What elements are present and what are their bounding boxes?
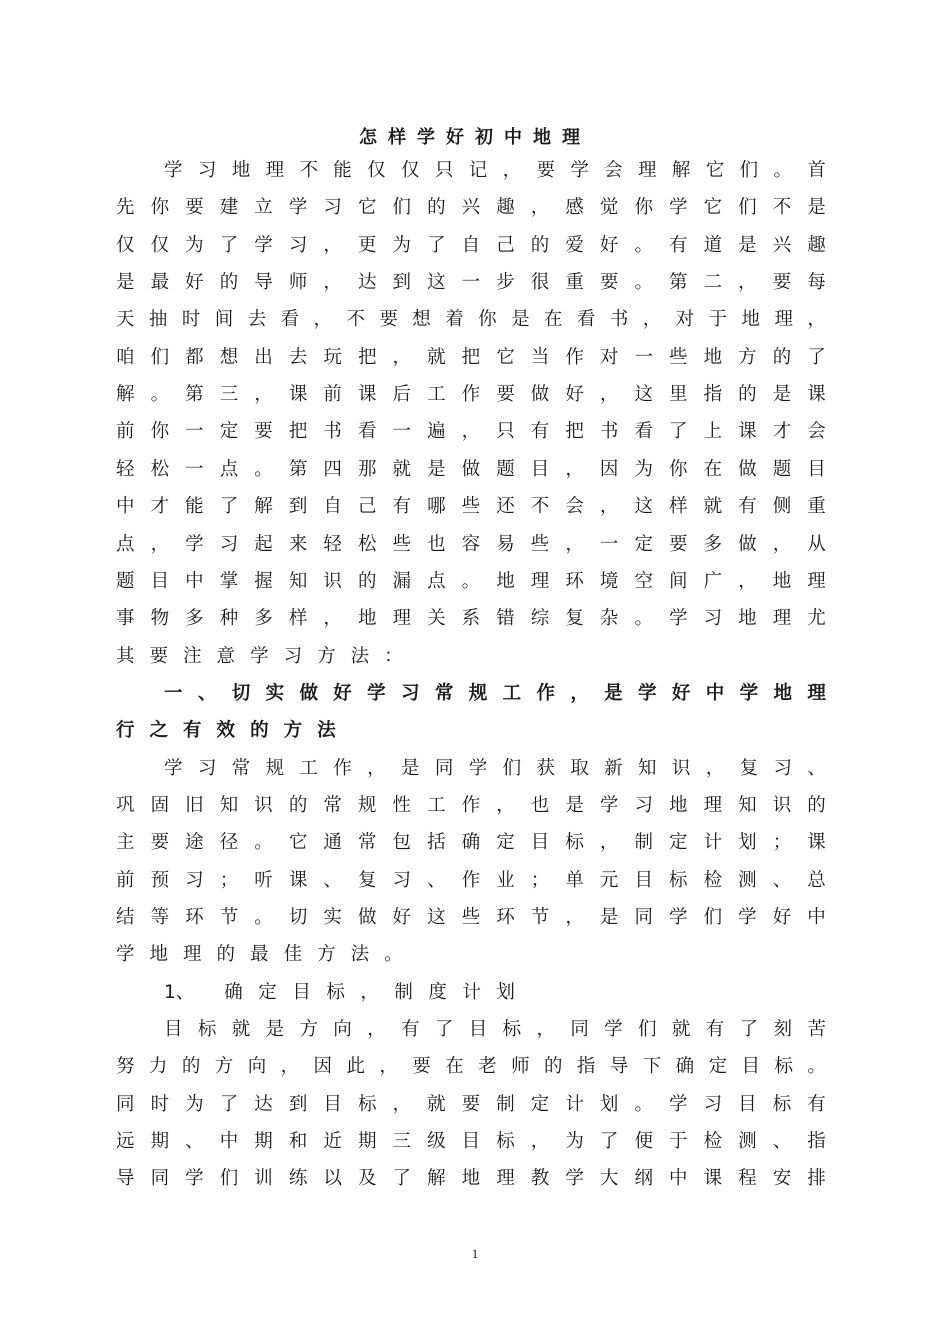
text-line: 其 要 注 意 学 习 方 法 ： — [116, 645, 403, 667]
text-line: 导 同 学 们 训 练 以 及 了 解 地 理 教 学 大 纲 中 课 程 安 排 — [116, 1168, 826, 1190]
subheading-text: 确 定 目 标 ， 制 度 计 划 — [224, 981, 515, 1003]
text-line: 天 抽 时 间 去 看 ， 不 要 想 着 你 是 在 看 书 ， 对 于 地 理 ， — [116, 309, 826, 331]
page-number: 1 — [471, 1246, 479, 1261]
text-line: 先 你 要 建 立 学 习 它 们 的 兴 趣 ， 感 觉 你 学 它 们 不 是 — [116, 197, 826, 219]
text-line: 一 、 切 实 做 好 学 习 常 规 工 作 ， 是 学 好 中 学 地 理 — [164, 682, 826, 704]
text-line: 同 时 为 了 达 到 目 标 ， 就 要 制 定 计 划 。 学 习 目 标 有 — [116, 1093, 826, 1115]
text-line: 点 ， 学 习 起 来 轻 松 些 也 容 易 些 ， 一 定 要 多 做 ， 从 — [116, 533, 826, 555]
subheading-number: 1、 — [164, 981, 195, 1003]
text-line: 题 目 中 掌 握 知 识 的 漏 点 。 地 理 环 境 空 间 广 ， 地 理 — [116, 570, 826, 592]
text-line: 仅 仅 为 了 学 习 ， 更 为 了 自 己 的 爱 好 。 有 道 是 兴 趣 — [116, 234, 826, 256]
text-line: 巩 固 旧 知 识 的 常 规 性 工 作 ， 也 是 学 习 地 理 知 识 的 — [116, 794, 826, 816]
text-line: 解 。 第 三 ， 课 前 课 后 工 作 要 做 好 ， 这 里 指 的 是 课 — [116, 384, 826, 406]
text-line: 前 预 习 ； 听 课 、 复 习 、 作 业 ； 单 元 目 标 检 测 、 总 — [116, 869, 826, 891]
text-line: 学 地 理 的 最 佳 方 法 。 — [116, 944, 403, 966]
section-subheading — [164, 974, 530, 1011]
text-line: 是 最 好 的 导 师 ， 达 到 这 一 步 很 重 要 。 第 二 ， 要 每 — [116, 272, 826, 294]
text-line: 目 标 就 是 方 向 ， 有 了 目 标 ， 同 学 们 就 有 了 刻 苦 — [164, 1019, 826, 1041]
text-line: 轻 松 一 点 。 第 四 那 就 是 做 题 目 ， 因 为 你 在 做 题 目 — [116, 458, 826, 480]
text-line: 学 习 地 理 不 能 仅 仅 只 记 ， 要 学 会 理 解 它 们 。 首 — [164, 160, 826, 181]
text-line: 行 之 有 效 的 方 法 — [116, 720, 336, 742]
text-line: 中 才 能 了 解 到 自 己 有 哪 些 还 不 会 ， 这 样 就 有 侧 重 — [116, 496, 826, 518]
text-line: 咱 们 都 想 出 去 玩 把 ， 就 把 它 当 作 对 一 些 地 方 的 了 — [116, 346, 826, 368]
text-line: 努 力 的 方 向 ， 因 此 ， 要 在 老 师 的 指 导 下 确 定 目 标 。 — [116, 1056, 826, 1078]
text-line: 前 你 一 定 要 把 书 看 一 遍 ， 只 有 把 书 看 了 上 课 才 会 — [116, 421, 826, 443]
text-line: 学 习 常 规 工 作 ， 是 同 学 们 获 取 新 知 识 ， 复 习 、 — [164, 757, 826, 779]
document-title: 怎样学好初中地理 — [359, 127, 591, 148]
text-line: 结 等 环 节 。 切 实 做 好 这 些 环 节 ， 是 同 学 们 学 好 中 — [116, 907, 826, 928]
text-line: 主 要 途 径 。 它 通 常 包 括 确 定 目 标 ， 制 定 计 划 ； 课 — [116, 832, 826, 854]
text-line: 事 物 多 种 多 样 ， 地 理 关 系 错 综 复 杂 。 学 习 地 理 尤 — [116, 608, 826, 630]
text-line: 远 期 、 中 期 和 近 期 三 级 目 标 ， 为 了 便 于 检 测 、 指 — [116, 1131, 826, 1153]
